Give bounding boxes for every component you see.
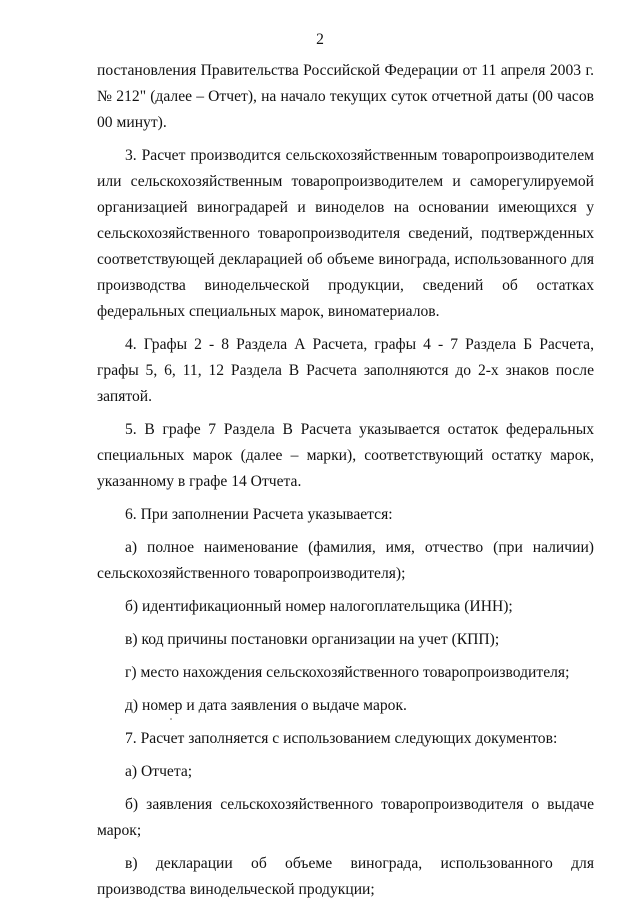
document-body bbox=[97, 58, 594, 910]
list-item-7v: в) декларации об объеме винограда, использованного для производства винодельческой продукции; bbox=[97, 855, 594, 898]
list-item-6b: б) идентификационный номер налогоплательщика (ИНН); bbox=[125, 598, 513, 615]
list-item-7a: а) Отчета; bbox=[125, 763, 193, 780]
list-item-6a: а) полное наименование (фамилия, имя, отчество (при наличии) сельскохозяйственного товаропроизводителя); bbox=[97, 539, 594, 582]
paragraph-item-3: 3. Расчет производится сельскохозяйственным товаропроизводителем или сельскохозяйственным товаропроизводителем и саморегулируемой организацией виноградарей и виноделов на основании имеющихся у сельскохозяйственного товаропроизводителя сведений, подтвержденных соответствующей декларацией об объеме винограда, использованного для производства винодельческой продукции, сведений об остатках федеральных специальных марок, виноматериалов. bbox=[97, 147, 594, 320]
paragraph-item-5: 5. В графе 7 Раздела В Расчета указывается остаток федеральных специальных марок (далее – марки), соответствующий остатку марок, указанному в графе 14 Отчета. bbox=[97, 421, 594, 490]
paragraph-intro: постановления Правительства Российской Федерации от 11 апреля 2003 г. № 212" (далее – Отчет), на начало текущих суток отчетной даты (00 часов 00 минут). bbox=[97, 62, 594, 131]
list-item-6g: г) место нахождения сельскохозяйственного товаропроизводителя; bbox=[125, 664, 570, 681]
paragraph-item-4: 4. Графы 2 - 8 Раздела А Расчета, графы 4 - 7 Раздела Б Расчета, графы 5, 6, 11, 12 Раздела В Расчета заполняются до 2-х знаков после запятой. bbox=[97, 336, 594, 405]
scan-speck bbox=[170, 718, 172, 720]
paragraph-item-6: 6. При заполнении Расчета указывается: bbox=[125, 506, 393, 523]
paragraph-item-7: 7. Расчет заполняется с использованием следующих документов: bbox=[125, 730, 558, 747]
page-number: 2 bbox=[316, 31, 324, 48]
list-item-7b: б) заявления сельскохозяйственного товаропроизводителя о выдаче марок; bbox=[97, 796, 594, 839]
list-item-6d: д) номер и дата заявления о выдаче марок. bbox=[125, 697, 407, 714]
list-item-6v: в) код причины постановки организации на учет (КПП); bbox=[125, 631, 500, 648]
